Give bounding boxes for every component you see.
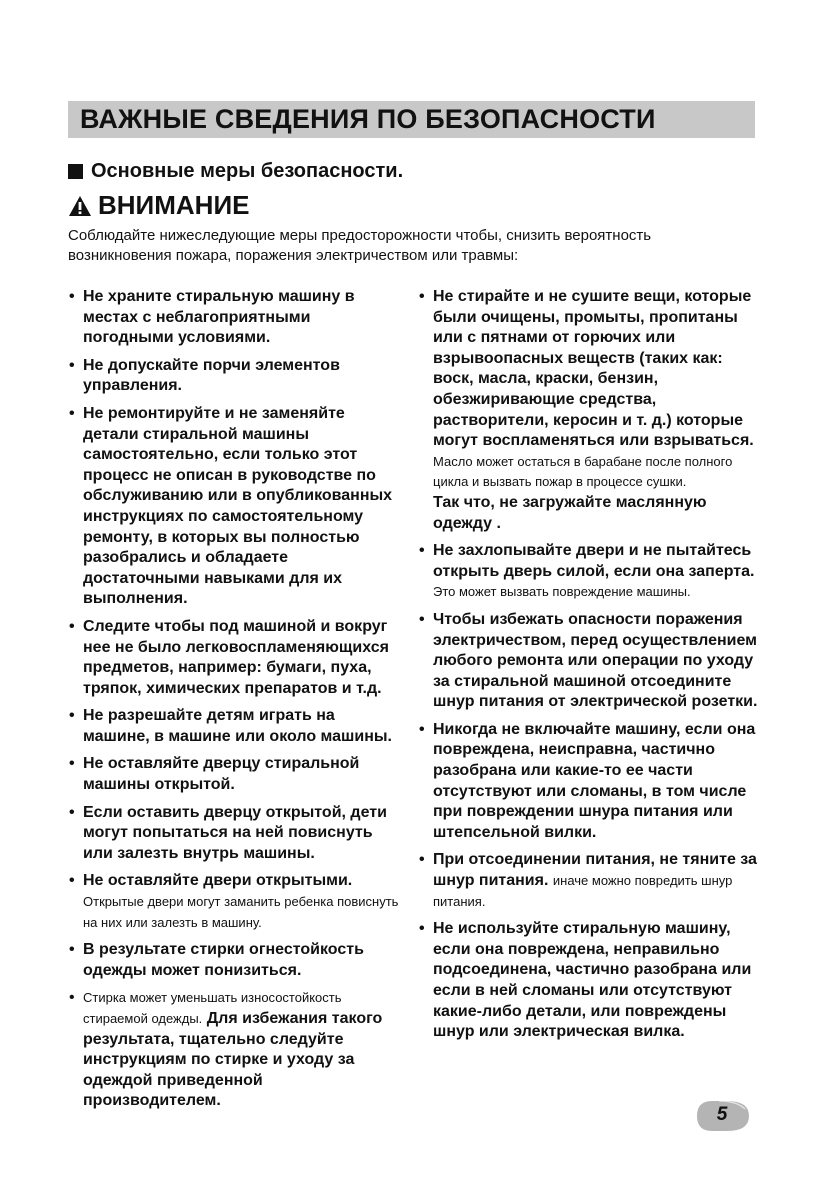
square-bullet-icon [68,164,83,179]
list-item: • Если оставить дверцу открытой, дети могут попытаться на ней повиснуть или залезть внутрь машины. [69,803,387,862]
list-item: • Не оставляйте дверцу стиральной машины открытой. [69,755,360,794]
page-title-bar [68,101,755,138]
list-item: • В результате стирки огнестойкость одежды может понизиться. [69,941,364,979]
list-item: • Не стирайте и не сушите вещи, которые были очищены, промыты, пропитаны или с пятнами от горючих или взрывоопасных веществ (таких как: воск, масла, краски, бензин, обезжиривающие средства, растворители, керосин и т. д.) которые могут воспламеняться или взрываться. Масло может остаться в барабане после полного цикла и вызвать пожар в процессе сушки. Так что, не загружайте маслянную одежду . [419,288,754,532]
warning-heading-text: ВНИМАНИЕ [98,190,250,220]
list-item: • Не захлопывайте двери и не пытайтесь открыть дверь силой, если она заперта. Это может вызвать повреждение машины. [419,542,755,600]
list-item: • Стирка может уменьшать износостойкость стираемой одежды. Для избежания такого результата, тщательно следуйте инструкциям по стирке и уходу за одеждой приведенной производителем. [69,989,383,1110]
list-item: • Не разрешайте детям играть на машине, в машине или около машины. [69,707,392,745]
list-item: • Не оставляйте двери открытыми. Открытые двери могут заманить ребенка повиснуть на них или залезть в машину. [69,872,399,930]
list-item: • Не ремонтируйте и не заменяйте детали стиральной машины самостоятельно, если только этот процесс не описан в руководстве по обслуживанию или в опубликованных инструкциях по самостоятельному ремонту, в которых вы полностью разобрались и обладаете достаточными навыками для их выполнения. [69,404,393,608]
list-item: • Не допускайте порчи элементов управления. [69,356,340,395]
page-number: 5 [716,1104,728,1125]
list-item: • При отсоединении питания, не тяните за шнур питания. иначе можно повредить шнур питания. [419,851,757,909]
page-title: ВАЖНЫЕ СВЕДЕНИЯ ПО БЕЗОПАСНОСТИ [80,104,656,134]
list-item: • Следите чтобы под машиной и вокруг нее не было легковоспламеняющихся предметов, например: бумаги, пуха, тряпок, химических препаратов и т.д. [69,617,389,697]
list-item: • Не храните стиральную машину в местах с неблагоприятными погодными условиями. [69,288,355,347]
warning-intro: Соблюдайте нижеследующие меры предосторожности чтобы, снизить вероятность возникновения пожара, поражения электричеством или травмы: [68,227,652,264]
list-item: • Чтобы избежать опасности поражения электричеством, перед осуществлением любого ремонта или операции по уходу за стиральной машиной отсоедините шнур питания от электрической розетки. [419,610,758,711]
list-item: • Не используйте стиральную машину, если она повреждена, неправильно подсоединена, частично разобрана или если в ней сломаны или отсутствуют какие-либо детали, или повреждены шнур или электрическая вилка. [419,920,752,1041]
warning-heading [68,190,249,221]
right-column-list [418,287,758,1050]
section-heading [68,160,403,183]
warning-triangle-icon [68,195,92,217]
list-item: • Никогда не включайте машину, если она повреждена, неисправна, частично разобрана или какие-то ее части отсутствуют или сломаны, в том числе при повреждении шнура питания или штепсельной вилки. [419,720,756,841]
left-column-list [68,287,403,1119]
section-heading-text: Основные меры безопасности. [91,160,404,182]
